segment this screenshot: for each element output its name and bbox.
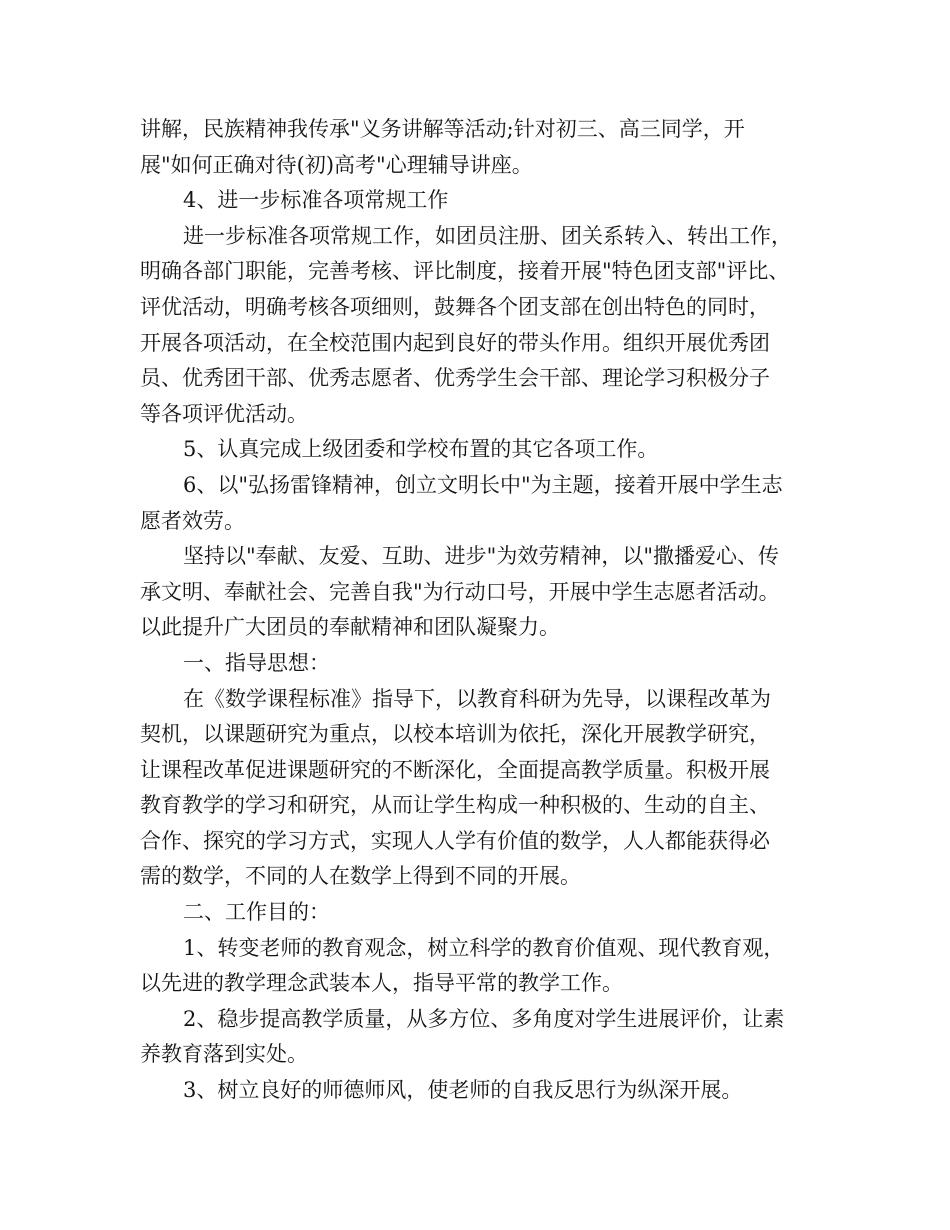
text-line: 评优活动，明确考核各项细则，鼓舞各个团支部在创出特色的同时， — [140, 294, 770, 319]
text-line: 坚持以"奉献、友爱、互助、进步"为效劳精神，以"撒播爱心、传 — [183, 544, 779, 569]
text-line: 承文明、奉献社会、完善自我"为行动口号，开展中学生志愿者活动。 — [140, 579, 780, 604]
section-heading: 二、工作目的： — [183, 900, 330, 925]
text-line: 需的数学，不同的人在数学上得到不同的开展。 — [140, 864, 581, 889]
section-heading: 一、指导思想： — [183, 650, 330, 675]
list-item: 1、转变老师的教育观念，树立科学的教育价值观、现代教育观， — [183, 935, 785, 960]
list-item: 3、树立良好的师德师风，使老师的自我反思行为纵深开展。 — [183, 1078, 743, 1103]
list-item: 5、认真完成上级团委和学校布置的其它各项工作。 — [183, 437, 659, 462]
text-line: 愿者效劳。 — [140, 508, 245, 533]
list-item: 2、稳步提高教学质量，从多方位、多角度对学生进展评价，让素 — [183, 1006, 785, 1031]
text-line: 养教育落到实处。 — [140, 1042, 308, 1067]
text-line: 讲解，民族精神我传承"义务讲解等活动;针对初三、高三同学，开 — [140, 117, 745, 141]
text-line: 以先进的教学理念武装本人，指导平常的教学工作。 — [140, 971, 623, 996]
text-line: 等各项评优活动。 — [140, 401, 308, 426]
text-line: 明确各部门职能，完善考核、评比制度，接着开展"特色团支部"评比、 — [140, 259, 790, 284]
text-line: 员、优秀团干部、优秀志愿者、优秀学生会干部、理论学习积极分子 — [140, 366, 770, 391]
text-line: 教育教学的学习和研究，从而让学生构成一种积极的、生动的自主、 — [140, 793, 770, 818]
text-line: 以此提升广大团员的奉献精神和团队凝聚力。 — [140, 615, 560, 640]
text-line: 在《数学课程标准》指导下，以教育科研为先导，以课程改革为 — [183, 686, 771, 711]
list-item: 6、以"弘扬雷锋精神，创立文明长中"为主题，接着开展中学生志 — [183, 472, 783, 497]
text-line: 让课程改革促进课题研究的不断深化，全面提高教学质量。积极开展 — [140, 757, 770, 782]
text-line: 开展各项活动，在全校范围内起到良好的带头作用。组织开展优秀团 — [140, 330, 770, 355]
text-line: 合作、探究的学习方式，实现人人学有价值的数学，人人都能获得必 — [140, 828, 770, 853]
section-heading: 4、进一步标准各项常规工作 — [183, 188, 449, 213]
document-body — [140, 112, 820, 1109]
text-line: 展"如何正确对待(初)高考"心理辅导讲座。 — [140, 152, 533, 177]
text-line: 契机，以课题研究为重点，以校本培训为依托，深化开展教学研究， — [140, 722, 770, 747]
text-line: 进一步标准各项常规工作，如团员注册、团关系转入、转出工作， — [183, 223, 792, 248]
